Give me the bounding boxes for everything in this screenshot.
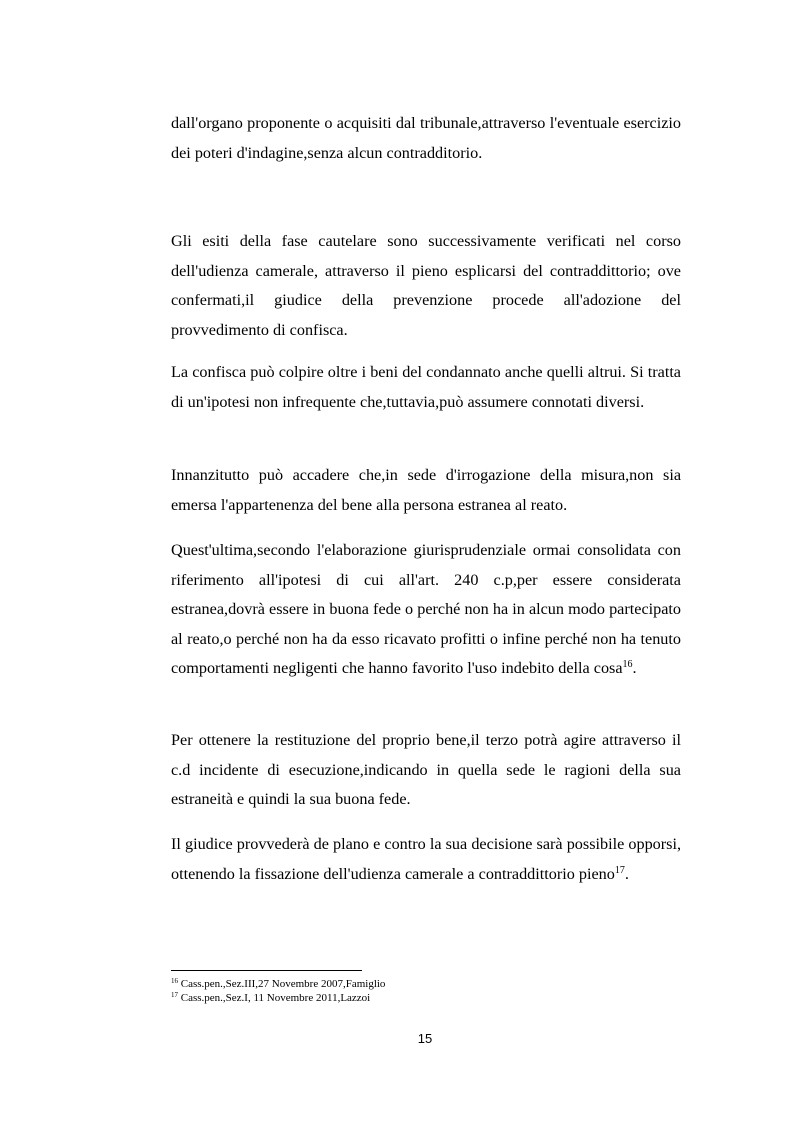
footnote-separator — [171, 970, 362, 971]
body-paragraph — [171, 830, 681, 889]
page-number: 15 — [417, 1031, 433, 1046]
paragraph-confisca — [171, 358, 681, 417]
footnote-number: 17 — [171, 991, 178, 999]
footnote-17 — [171, 991, 681, 1005]
paragraph-estranea — [171, 536, 681, 684]
paragraph-text: Il giudice provvederà de plano e contro la sua decisione sarà possibile opporsi, ottenendo la fissazione dell'udienza camerale a contraddittorio pieno — [171, 835, 681, 883]
body-paragraph — [171, 536, 681, 684]
body-paragraph: Per ottenere la restituzione del proprio bene,il terzo potrà agire attraverso il c.d incidente di esecuzione,indicando in quella sede le ragioni della sua estraneità e quindi la sua buona fede. — [171, 731, 681, 808]
footnote-text: Cass.pen.,Sez.III,27 Novembre 2007,Famiglio — [180, 978, 386, 990]
paragraph-end: . — [624, 864, 629, 883]
footnote-16 — [171, 977, 681, 991]
body-paragraph: dall'organo proponente o acquisiti dal tribunale,attraverso l'eventuale esercizio dei poteri d'indagine,senza alcun contradditorio. — [171, 114, 681, 162]
paragraph-innanzitutto — [171, 461, 681, 520]
paragraph-text: Quest'ultima,secondo l'elaborazione giurisprudenziale ormai consolidata con riferimento all'ipotesi di cui all'art. 240 c.p,per essere considerata estranea,dovrà essere in buona fede o perché non ha in alcun modo partecipato al reato,o perché non ha da esso ricavato profitti o infine perché non ha tenuto comportamenti negligenti che hanno favorito l'uso indebito della cosa — [171, 541, 681, 677]
body-paragraph: La confisca può colpire oltre i beni del condannato anche quelli altrui. Si tratta di un'ipotesi non infrequente che,tuttavia,può assumere connotati diversi. — [171, 363, 681, 411]
paragraph-continuation — [171, 109, 681, 168]
body-paragraph: Gli esiti della fase cautelare sono successivamente verificati nel corso dell'udienza camerale, attraverso il pieno esplicarsi del contraddittorio; ove confermati,il giudice della prevenzione procede all'adozione del provvedimento di confisca. — [171, 232, 681, 339]
paragraph-restituzione — [171, 726, 681, 815]
footnote-text: Cass.pen.,Sez.I, 11 Novembre 2011,Lazzoi — [180, 992, 371, 1004]
paragraph-giudice — [171, 830, 681, 889]
footnotes — [171, 977, 681, 1005]
footnote-reference-17[interactable]: 17 — [614, 864, 625, 876]
paragraph-cautelare — [171, 227, 681, 345]
footnote-reference-16[interactable]: 16 — [622, 659, 633, 670]
paragraph-end: . — [632, 659, 637, 677]
footnote-number: 16 — [171, 977, 178, 985]
body-paragraph: Innanzitutto può accadere che,in sede d'irrogazione della misura,non sia emersa l'appartenenza del bene alla persona estranea al reato. — [171, 466, 681, 514]
